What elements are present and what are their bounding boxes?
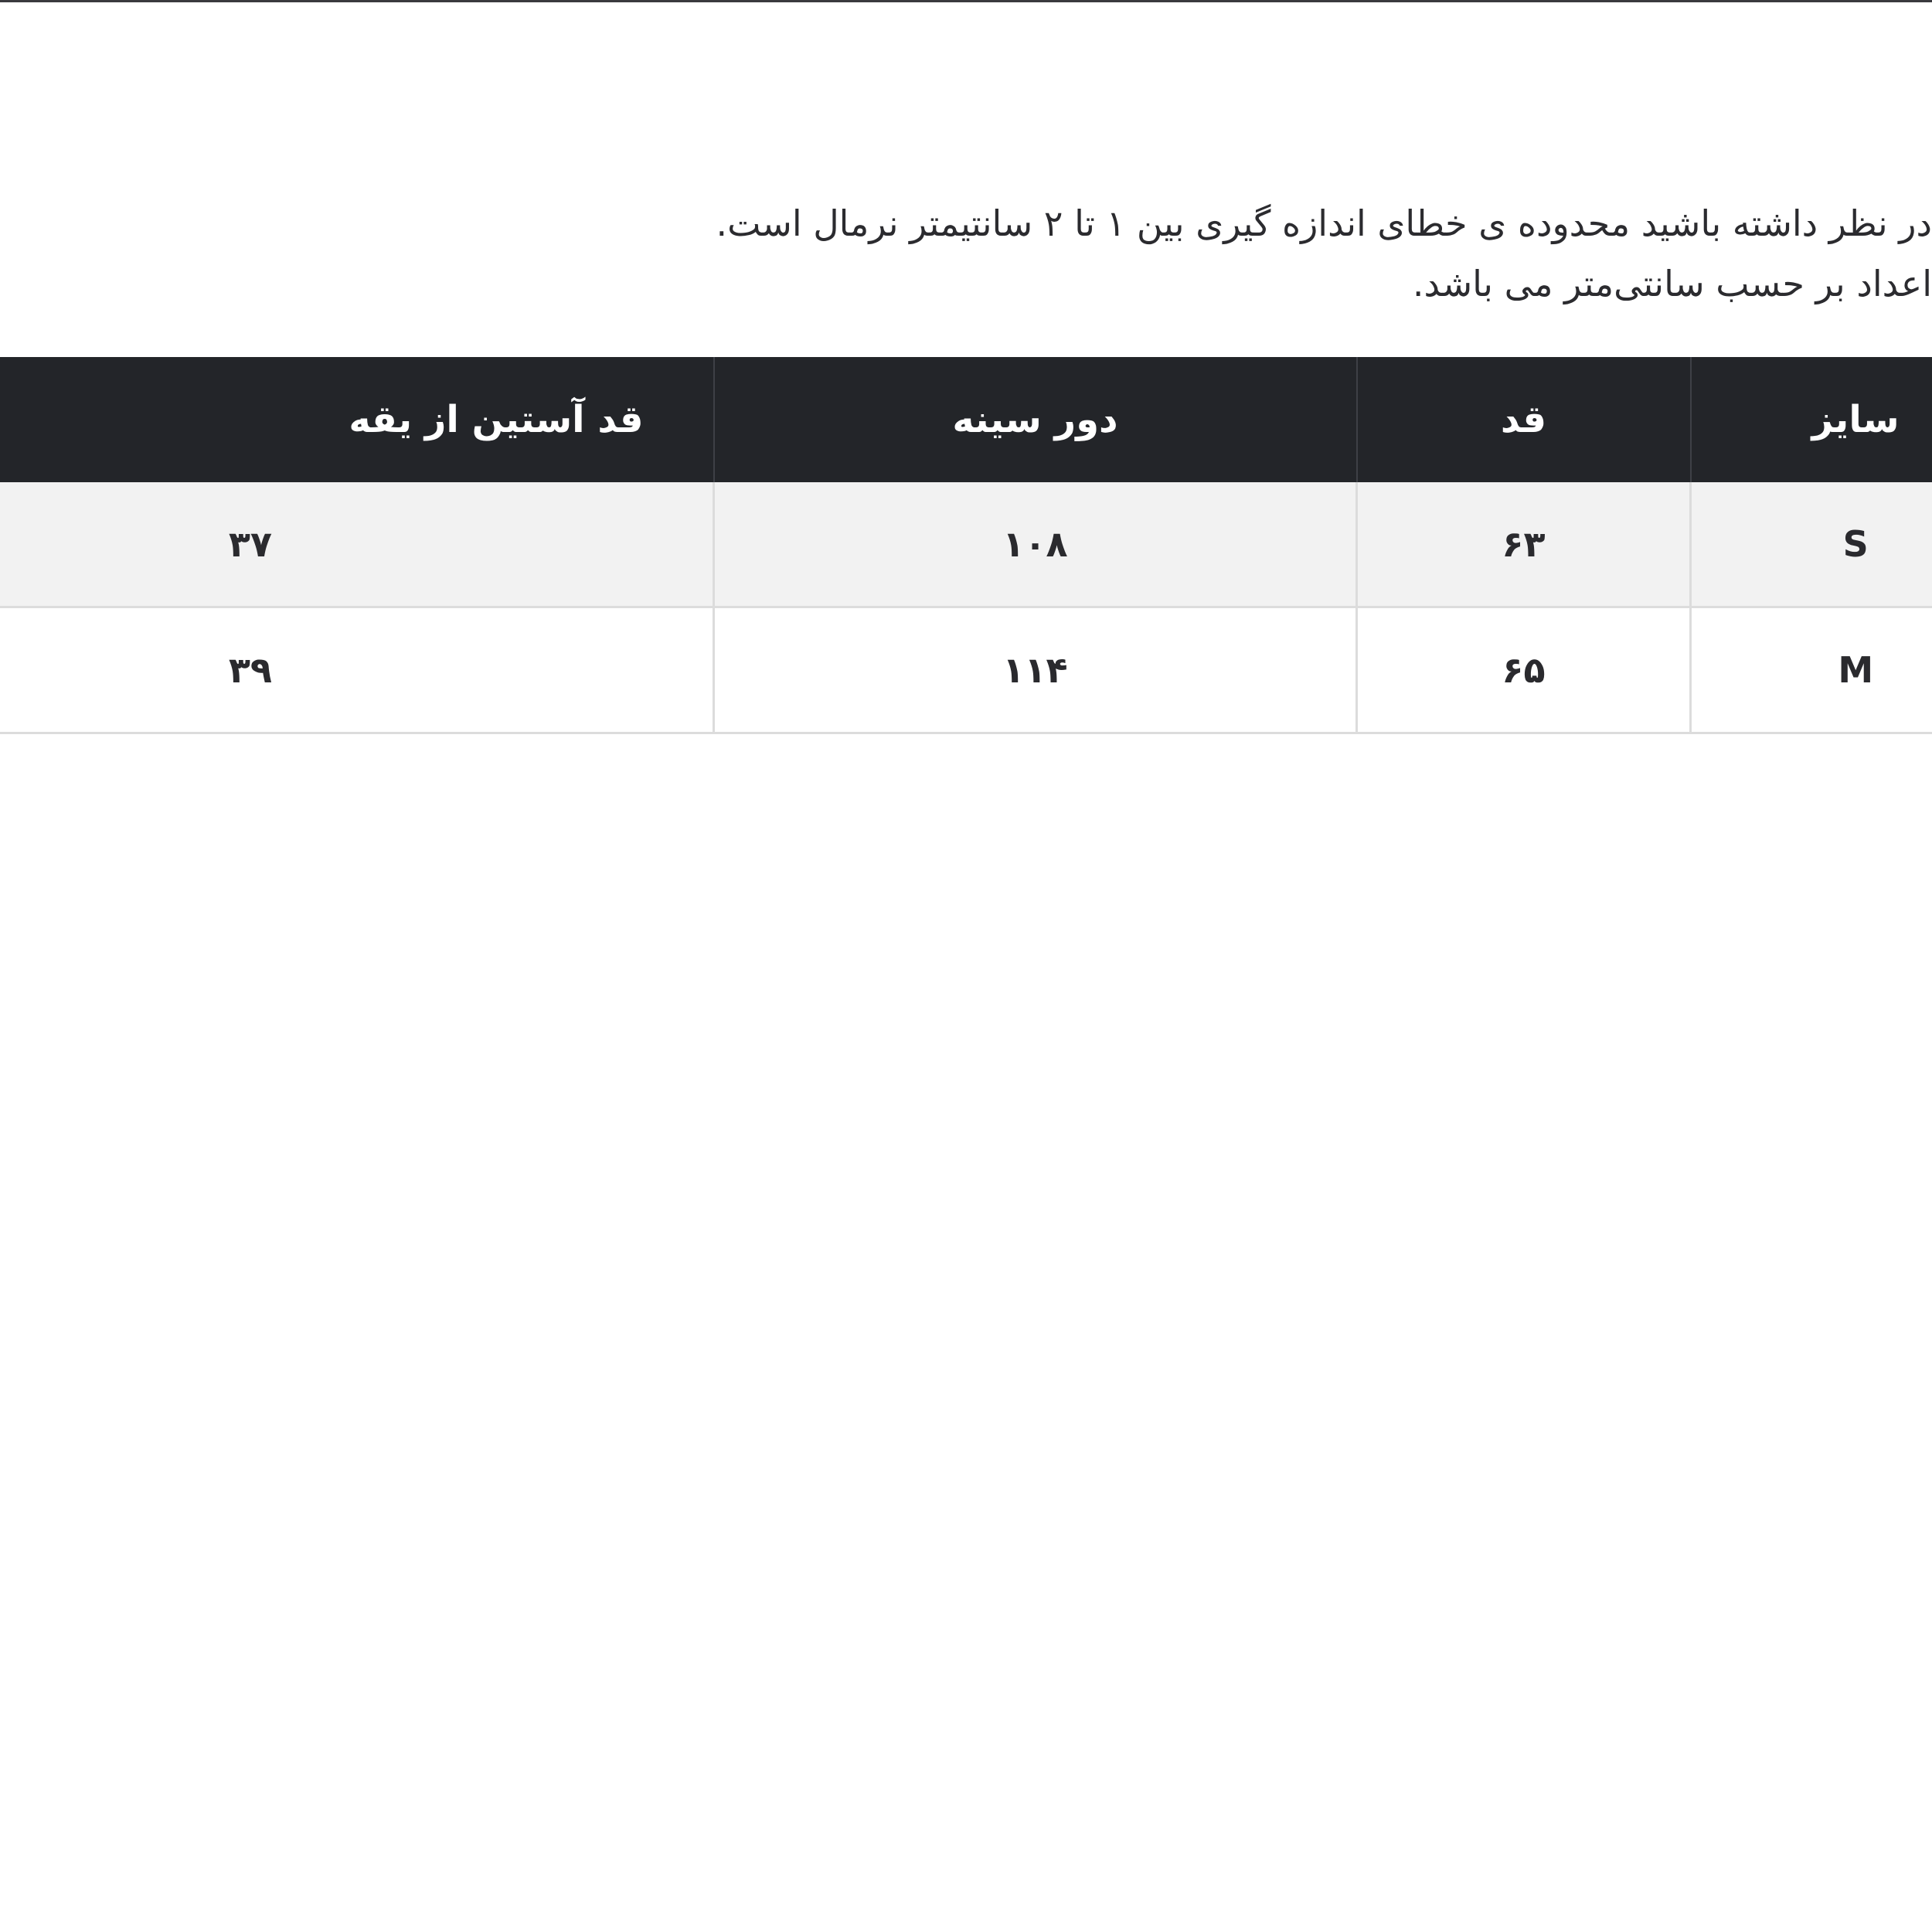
header-row (0, 357, 1932, 482)
measurement-notes (0, 193, 1932, 314)
header-height: قد (1357, 357, 1691, 482)
cell-height: ۶۵ (1357, 607, 1691, 733)
size-table-header (0, 357, 1932, 482)
note-units: اعداد بر حسب سانتی‌متر می باشد. (1412, 263, 1932, 304)
header-sleeve: قد آستین از یقه (0, 357, 714, 482)
table-row (0, 607, 1932, 733)
cell-chest: ۱۰۸ (714, 482, 1357, 607)
header-chest: دور سینه (714, 357, 1357, 482)
cell-height: ۶۳ (1357, 482, 1691, 607)
size-table (0, 357, 1932, 734)
cell-chest: ۱۱۴ (714, 607, 1357, 733)
table-row (0, 482, 1932, 607)
cell-size: M (1691, 607, 1932, 733)
cell-size: S (1691, 482, 1932, 607)
cell-sleeve: ۳۹ (0, 607, 714, 733)
size-table-body (0, 482, 1932, 733)
note-measurement-error: در نظر داشته باشید محدوده ی خطای اندازه گیری بین ۱ تا ۲ سانتیمتر نرمال است. (716, 202, 1932, 244)
cell-sleeve: ۳۷ (0, 482, 714, 607)
header-size: سایز (1691, 357, 1932, 482)
top-divider (0, 0, 1932, 2)
